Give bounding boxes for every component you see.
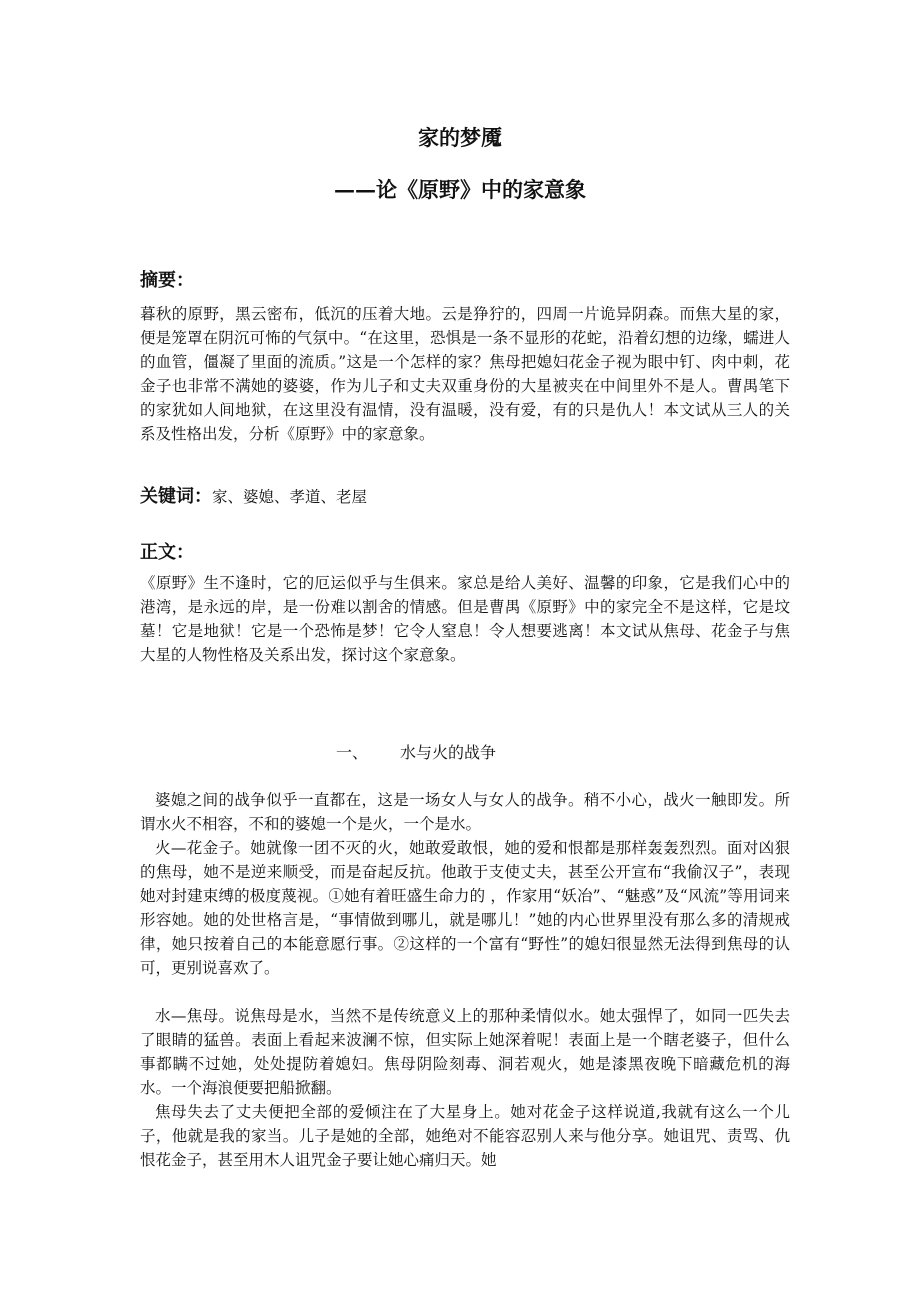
body-paragraph-1: 婆媳之间的战争似乎一直都在，这是一场女人与女人的战争。稍不小心，战火一触即发。所谓水火不相容，不和的婆媳一个是火，一个是水。	[140, 791, 790, 833]
section-1-title: 水与火的战争	[400, 743, 497, 762]
body-paragraph-3: 水—焦母。说焦母是水，当然不是传统意义上的那种柔情似水。她太强悍了，如同一匹失去了眼睛的猛兽。表面上看起来波澜不惊，但实际上她深着呢！表面上是一个瞎老婆子，但什么事都瞒不过她，处处提防着媳妇。焦母阴险刻毒、洞若观火，她是漆黑夜晚下暗藏危机的海水。一个海浪便要把船掀翻。	[140, 1007, 790, 1097]
keywords-text: 家、婆媳、孝道、老屋	[212, 488, 368, 506]
keywords-line	[140, 485, 790, 509]
body-paragraph-4: 焦母失去了丈夫便把全部的爱倾注在了大星身上。她对花金子这样说道,我就有这么一个儿子，他就是我的家当。儿子是她的全部，她绝对不能容忍别人来与他分享。她诅咒、责骂、仇恨花金子，甚至用木人诅咒金子要让她心痛归天。她	[140, 1103, 790, 1169]
body-heading: 正文：	[140, 542, 194, 563]
section-1-number: 一、	[336, 743, 369, 762]
abstract-heading: 摘要：	[140, 270, 194, 291]
abstract-text: 暮秋的原野，黑云密布，低沉的压着大地。云是狰狞的，四周一片诡异阴森。而焦大星的家，便是笼罩在阴沉可怖的气氛中。“在这里，恐惧是一条不显形的花蛇，沿着幻想的边缘，蠕进人的血管，僵凝了里面的流质。”这是一个怎样的家？焦母把媳妇花金子视为眼中钉、肉中刺，花金子也非常不满她的婆婆，作为儿子和丈夫双重身份的大星被夹在中间里外不是人。曹禺笔下的家犹如人间地狱，在这里没有温情，没有温暖，没有爱，有的只是仇人！本文试从三人的关系及性格出发，分析《原野》中的家意象。	[140, 305, 790, 443]
document-title: 家的梦魇	[418, 125, 502, 150]
body-paragraph-2: 火—花金子。她就像一团不灭的火，她敢爱敢恨，她的爱和恨都是那样轰轰烈烈。面对凶狠的焦母，她不是逆来顺受，而是奋起反抗。他敢于支使丈夫，甚至公开宣布“我偷汉子”，表现她对封建束缚的极度蔑视。①她有着旺盛生命力的 ，作家用“妖冶”、“魅惑”及“风流”等用词来形容她。她的处世格言是，“事情做到哪儿，就是哪儿！”她的内心世界里没有那么多的清规戒律，她只按着自己的本能意愿行事。②这样的一个富有“野性”的媳妇很显然无法得到焦母的认可，更别说喜欢了。	[140, 839, 790, 977]
keywords-label: 关键词：	[140, 486, 212, 507]
document-subtitle: ——论《原野》中的家意象	[334, 177, 586, 202]
intro-paragraph: 《原野》生不逢时，它的厄运似乎与生俱来。家总是给人美好、温馨的印象，它是我们心中的港湾，是永远的岸，是一份难以割舍的情感。但是曹禺《原野》中的家完全不是这样，它是坟墓！它是地狱！它是一个恐怖是梦！它令人窒息！令人想要逃离！本文试从焦母、花金子与焦大星的人物性格及关系出发，探讨这个家意象。	[140, 574, 790, 664]
